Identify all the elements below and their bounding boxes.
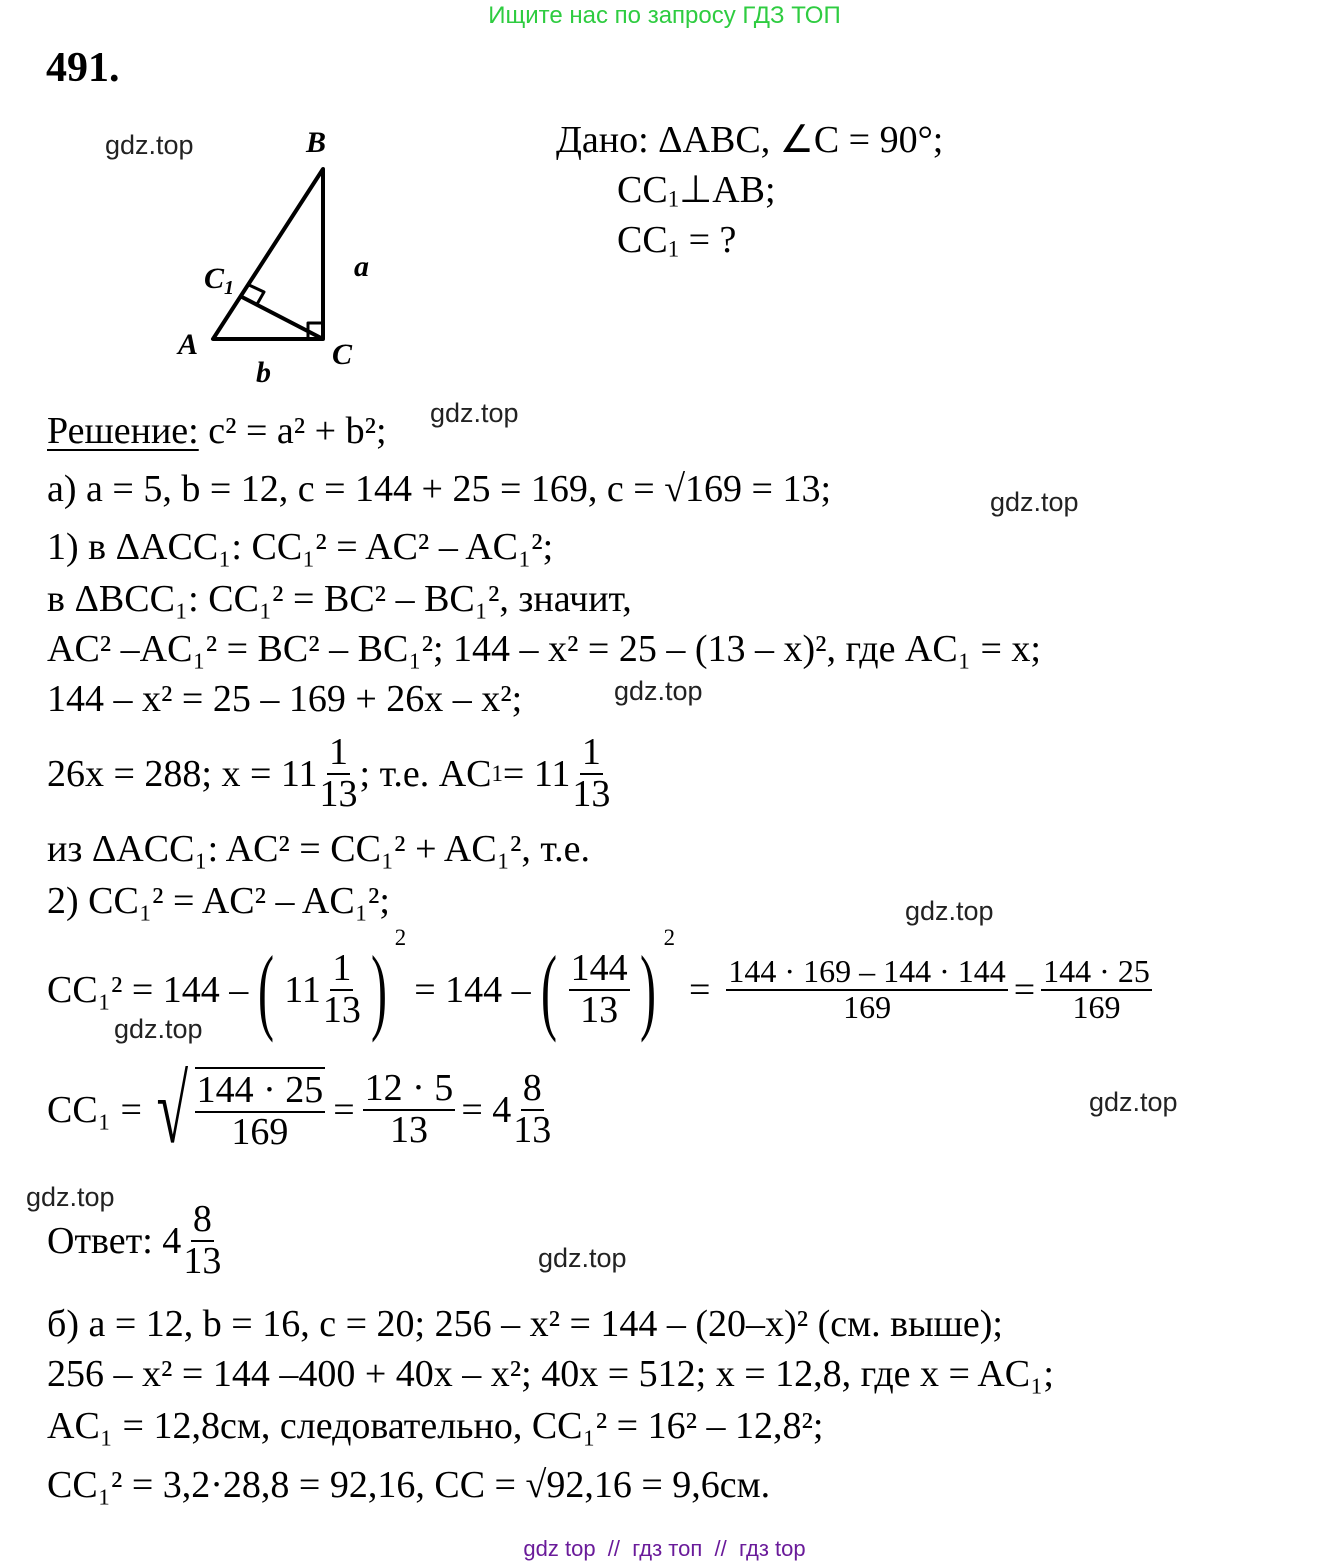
solution-b-line-1: б) a = 12, b = 16, c = 20; 256 – x² = 144 – (20–x)² (см. выше); [47, 1303, 1003, 1345]
solution-line-1: 1) в ΔACC₁: CC₁² = AC² – AC₁²; [47, 526, 554, 568]
label-side-a: a [354, 250, 369, 283]
watermark: gdz.top [990, 487, 1079, 517]
label-side-b: b [256, 356, 271, 389]
solution-line-0: Решение: c² = a² + b²; [47, 410, 387, 452]
solution-b-line-4: CC₁² = 3,2·28,8 = 92,16, CC = √92,16 = 9,6см. [47, 1464, 771, 1506]
watermark: gdz.top [430, 398, 519, 428]
solution-line-8: CC₁² = 144 – ( 11 $\frac{1}{13}$ ) 2 = 144 – ( $\frac{144}{13}$ ) 2 = $\frac{144 \cdot 169 - 144 \cdot 144}{169}$ = $\frac{144 \cdot 25}{169}$ [47, 925, 1150, 1043]
header-banner: Ищите нас по запросу ГДЗ ТОП [488, 2, 841, 29]
watermark: gdz.top [905, 896, 994, 926]
watermark: gdz.top [114, 1014, 203, 1044]
fraction: $\frac{1}{13}$ [572, 731, 611, 815]
footer-banner: gdz top // гдз топ // гдз top [523, 1536, 806, 1561]
triangle-figure [170, 120, 400, 390]
label-c1: $C_1$ [204, 262, 235, 299]
solution-line-5: 26x = 288; x = 11 $\frac{1}{13}$ ; т.е. AC 1 = 11 $\frac{1}{13}$ [47, 731, 611, 815]
given-line-3: $CC_1$ = ? [617, 219, 737, 262]
solution-line-7: 2) CC₁² = AC² – AC₁²; [47, 880, 390, 922]
solution-line-9: CC₁ = √ $\frac{144 \cdot 25}{169}$ = $\frac{12 \cdot 5}{13}$ = 4 $\frac{8}{13}$ [47, 1056, 552, 1163]
solution-line-2: в ΔBCC₁: CC₁² = BC² – BC₁², значит, [47, 578, 632, 620]
problem-number: 491. [46, 45, 120, 91]
label-a-vertex: A [178, 328, 199, 361]
altitude-cc1 [240, 296, 323, 339]
solution-label: Решение: [47, 410, 199, 452]
given-line-2: $CC_1\perp AB$; [617, 169, 776, 212]
fraction: $\frac{1}{13}$ [319, 731, 358, 815]
label-b-vertex: B [306, 126, 327, 159]
solution-line-4: 144 – x² = 25 – 169 + 26x – x²; [47, 678, 523, 720]
triangle-abc [213, 169, 323, 339]
solution-line-a: а) a = 5, b = 12, c = 144 + 25 = 169, c = √169 = 13; [47, 468, 832, 510]
solution-line-3: AC² –AC₁² = BC² – BC₁²; 144 – x² = 25 – (13 – x)², где AC₁ = x; [47, 628, 1041, 670]
solution-line-6: из ΔACC₁: AC² = CC₁² + AC₁², т.е. [47, 828, 590, 870]
label-c-vertex: C [332, 338, 353, 371]
watermark: gdz.top [105, 130, 194, 160]
answer: Ответ: 4 $\frac{8}{13}$ [47, 1198, 222, 1282]
watermark: gdz.top [1089, 1087, 1178, 1117]
watermark: gdz.top [26, 1182, 115, 1212]
watermark: gdz.top [614, 676, 703, 706]
watermark: gdz.top [538, 1243, 627, 1273]
solution-b-line-2: 256 – x² = 144 –400 + 40x – x²; 40x = 512; x = 12,8, где x = AC₁; [47, 1353, 1054, 1395]
solution-b-line-3: AC₁ = 12,8см, следовательно, CC₁² = 16² – 12,8²; [47, 1405, 824, 1447]
given-line-1: Дано: ΔABC, ∠C = 90°; [556, 119, 944, 161]
